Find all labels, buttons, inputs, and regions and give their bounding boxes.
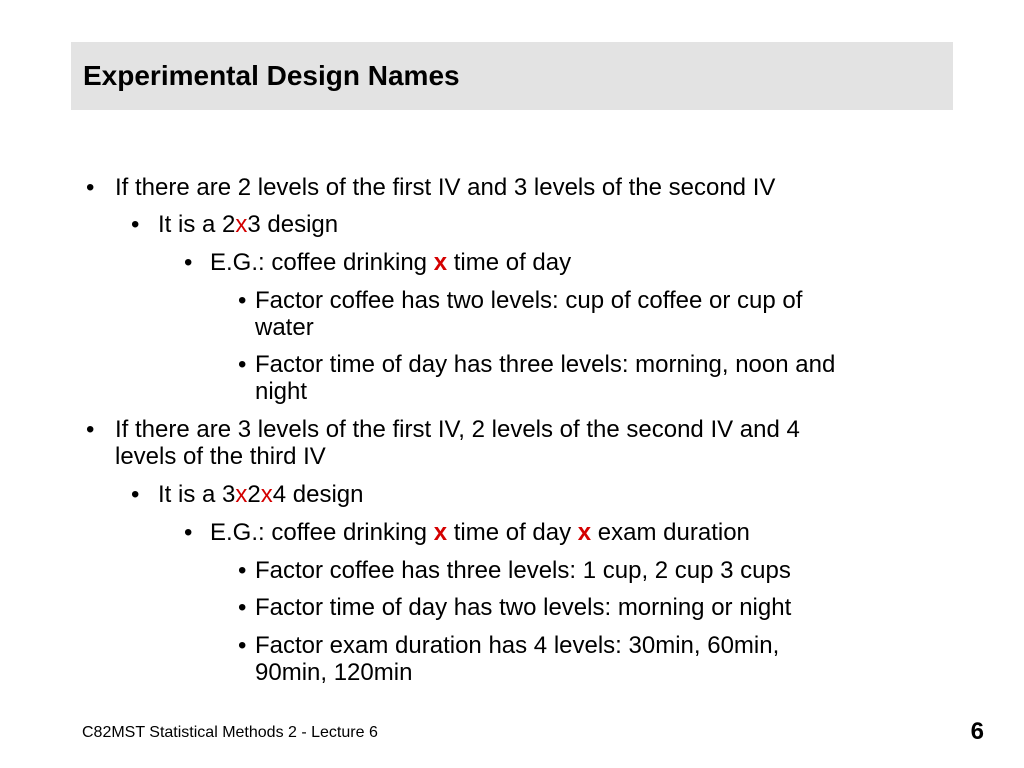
bullet-symbol: • [86,174,95,201]
bullet-text-line1: Factor time of day has three levels: morning, noon and [255,351,836,378]
bullet-text-line1: If there are 3 levels of the first IV, 2 levels of the second IV and 4 [115,416,800,443]
text-segment: 2 [247,481,261,508]
multiplication-symbol: x [433,249,448,276]
text-segment: time of day [447,519,578,546]
text-segment: time of day [447,249,572,276]
bullet-symbol: • [238,287,247,314]
page-number: 6 [970,718,984,745]
bullet-text [158,481,363,508]
bullet-text: Factor coffee has three levels: 1 cup, 2 cup 3 cups [255,557,791,584]
bullet-text: Factor time of day has two levels: morning or night [255,594,792,621]
bullet-symbol: • [86,416,95,443]
text-segment: 3 design [247,211,339,238]
multiplication-symbol: x [260,481,273,508]
bullet-symbol: • [238,632,247,659]
bullet-text [210,519,750,546]
bullet-symbol: • [238,594,247,621]
bullet-text [158,211,338,238]
bullet-text-line2: night [255,378,308,405]
bullet-symbol: • [238,351,247,378]
multiplication-symbol: x [433,519,448,546]
bullet-symbol: • [184,249,193,276]
multiplication-symbol: x [577,519,592,546]
bullet-text-line2: water [255,314,314,341]
bullet-symbol: • [131,481,140,508]
slide-title: Experimental Design Names [83,60,460,91]
bullet-symbol: • [184,519,193,546]
multiplication-symbol: x [235,481,248,508]
text-segment: E.G.: coffee drinking [210,249,434,276]
text-segment: It is a 3 [158,481,236,508]
bullet-symbol: • [131,211,140,238]
text-segment: It is a 2 [158,211,236,238]
text-segment: 4 design [272,481,364,508]
text-segment: exam duration [591,519,750,546]
text-segment: E.G.: coffee drinking [210,519,434,546]
bullet-symbol: • [238,557,247,584]
bullet-text-line1: Factor coffee has two levels: cup of coffee or cup of [255,287,803,314]
bullet-text: If there are 2 levels of the first IV and 3 levels of the second IV [115,174,776,201]
bullet-text-line2: levels of the third IV [115,443,326,470]
multiplication-symbol: x [235,211,248,238]
bullet-text-line2: 90min, 120min [255,659,413,686]
bullet-text [210,249,571,276]
bullet-text-line1: Factor exam duration has 4 levels: 30min, 60min, [255,632,780,659]
slide-footer: C82MST Statistical Methods 2 - Lecture 6 [82,724,378,741]
